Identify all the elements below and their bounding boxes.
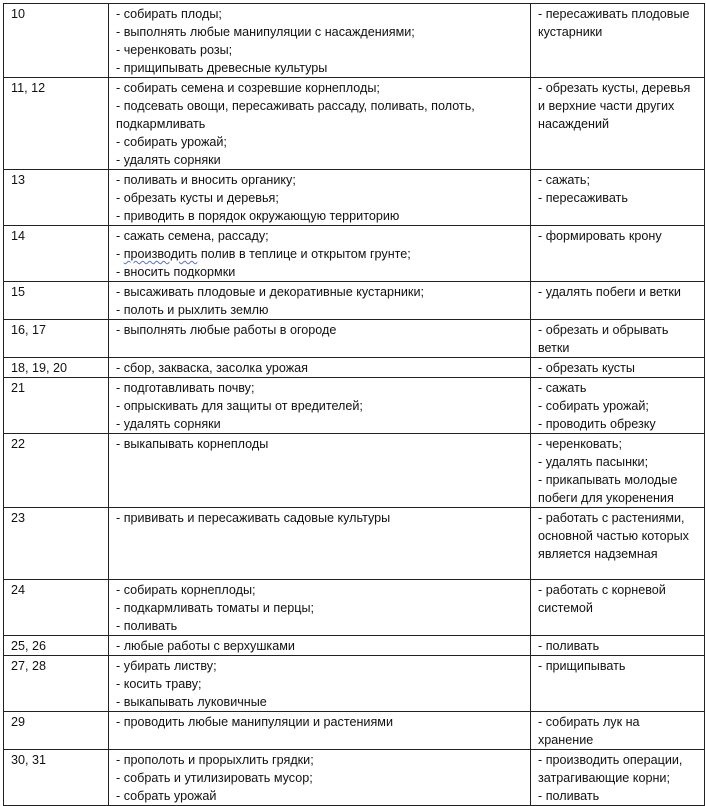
forbidden-work-item: - пересаживать плодовые кустарники bbox=[538, 7, 690, 39]
forbidden-work-item: - сажать; bbox=[538, 173, 590, 187]
allowed-work-item: - поливать и вносить органику; bbox=[116, 173, 296, 187]
allowed-work-item: - собирать семена и созревшие корнеплоды; bbox=[116, 81, 380, 95]
forbidden-work-item: - проводить обрезку bbox=[538, 417, 656, 431]
allowed-work-cell bbox=[109, 282, 531, 320]
forbidden-work-cell bbox=[531, 712, 705, 750]
days-cell bbox=[4, 170, 109, 226]
table-row bbox=[4, 4, 705, 78]
days-cell bbox=[4, 580, 109, 636]
forbidden-work-cell bbox=[531, 226, 705, 282]
days-cell bbox=[4, 78, 109, 170]
allowed-work-item: - убирать листву; bbox=[116, 659, 217, 673]
days-cell bbox=[4, 358, 109, 378]
days-cell bbox=[4, 434, 109, 508]
days-cell bbox=[4, 656, 109, 712]
forbidden-work-item: - поливать bbox=[538, 789, 600, 803]
forbidden-work-item: - формировать крону bbox=[538, 229, 662, 243]
allowed-work-item: - подсевать овощи, пересаживать рассаду, поливать, полоть, подкармливать bbox=[116, 99, 475, 131]
lunar-garden-calendar-table bbox=[3, 3, 705, 806]
forbidden-work-item: - прищипывать bbox=[538, 659, 626, 673]
forbidden-work-item: - работать с растениями, основной частью которых является надземная bbox=[538, 511, 689, 561]
allowed-work-cell bbox=[109, 750, 531, 806]
days-label: 11, 12 bbox=[11, 81, 46, 95]
allowed-work-item: - высаживать плодовые и декоративные кустарники; bbox=[116, 285, 424, 299]
allowed-work-item: - косить траву; bbox=[116, 677, 202, 691]
forbidden-work-cell bbox=[531, 320, 705, 358]
allowed-work-item: - проводить любые манипуляции и растениями bbox=[116, 715, 393, 729]
allowed-work-item: - собирать плоды; bbox=[116, 7, 222, 21]
allowed-work-item: - выкапывать луковичные bbox=[116, 695, 267, 709]
days-label: 18, 19, 20 bbox=[11, 361, 68, 375]
allowed-work-cell bbox=[109, 78, 531, 170]
days-label: 16, 17 bbox=[11, 323, 47, 337]
allowed-work-item: - поливать bbox=[116, 619, 178, 633]
days-cell bbox=[4, 320, 109, 358]
days-label: 27, 28 bbox=[11, 659, 47, 673]
spellcheck-flagged-word[interactable]: производить bbox=[123, 247, 198, 261]
allowed-work-item: - прищипывать древесные культуры bbox=[116, 61, 328, 75]
forbidden-work-cell bbox=[531, 508, 705, 580]
forbidden-work-item: - удалять побеги и ветки bbox=[538, 285, 681, 299]
forbidden-work-cell bbox=[531, 282, 705, 320]
allowed-work-item: - выкапывать корнеплоды bbox=[116, 437, 269, 451]
allowed-work-item: - любые работы с верхушками bbox=[116, 639, 295, 653]
forbidden-work-item: - удалять пасынки; bbox=[538, 455, 649, 469]
allowed-work-item: - производить полив в теплице и открытом грунте; bbox=[116, 247, 411, 261]
days-label: 25, 26 bbox=[11, 639, 47, 653]
days-cell bbox=[4, 750, 109, 806]
days-label: 30, 31 bbox=[11, 753, 47, 767]
table-row bbox=[4, 320, 705, 358]
table-row bbox=[4, 282, 705, 320]
days-label: 13 bbox=[11, 173, 26, 187]
days-cell bbox=[4, 226, 109, 282]
forbidden-work-cell bbox=[531, 636, 705, 656]
allowed-work-cell bbox=[109, 170, 531, 226]
forbidden-work-item: - пересаживать bbox=[538, 191, 628, 205]
forbidden-work-cell bbox=[531, 580, 705, 636]
forbidden-work-cell bbox=[531, 4, 705, 78]
allowed-work-cell bbox=[109, 4, 531, 78]
table-row bbox=[4, 712, 705, 750]
allowed-work-cell bbox=[109, 378, 531, 434]
allowed-work-item: - собирать корнеплоды; bbox=[116, 583, 256, 597]
table-row bbox=[4, 508, 705, 580]
days-label: 22 bbox=[11, 437, 26, 451]
allowed-work-item: - выполнять любые манипуляции с насаждениями; bbox=[116, 25, 415, 39]
forbidden-work-item: - поливать bbox=[538, 639, 600, 653]
allowed-work-item: - собрать и утилизировать мусор; bbox=[116, 771, 313, 785]
allowed-work-cell bbox=[109, 434, 531, 508]
forbidden-work-cell bbox=[531, 78, 705, 170]
forbidden-work-item: - собирать урожай; bbox=[538, 399, 649, 413]
forbidden-work-cell bbox=[531, 750, 705, 806]
table-row bbox=[4, 580, 705, 636]
allowed-work-cell bbox=[109, 226, 531, 282]
allowed-work-cell bbox=[109, 580, 531, 636]
allowed-work-cell bbox=[109, 508, 531, 580]
days-cell bbox=[4, 508, 109, 580]
allowed-work-cell bbox=[109, 358, 531, 378]
forbidden-work-item: - производить операции, затрагивающие корни; bbox=[538, 753, 683, 785]
table-row bbox=[4, 656, 705, 712]
table-row bbox=[4, 170, 705, 226]
days-cell bbox=[4, 378, 109, 434]
forbidden-work-item: - работать с корневой системой bbox=[538, 583, 666, 615]
table-row bbox=[4, 378, 705, 434]
table-row bbox=[4, 750, 705, 806]
forbidden-work-item: - обрезать кусты bbox=[538, 361, 635, 375]
forbidden-work-item: - обрезать и обрывать ветки bbox=[538, 323, 669, 355]
forbidden-work-cell bbox=[531, 378, 705, 434]
table-row bbox=[4, 434, 705, 508]
table-row bbox=[4, 358, 705, 378]
allowed-work-item: - прививать и пересаживать садовые культуры bbox=[116, 511, 391, 525]
allowed-work-item: - сажать семена, рассаду; bbox=[116, 229, 269, 243]
allowed-work-item: - подкармливать томаты и перцы; bbox=[116, 601, 314, 615]
allowed-work-cell bbox=[109, 320, 531, 358]
allowed-work-item: - обрезать кусты и деревья; bbox=[116, 191, 279, 205]
allowed-work-item: - выполнять любые работы в огороде bbox=[116, 323, 337, 337]
allowed-work-item: - собирать урожай; bbox=[116, 135, 227, 149]
days-cell bbox=[4, 4, 109, 78]
table-row bbox=[4, 636, 705, 656]
forbidden-work-cell bbox=[531, 170, 705, 226]
days-label: 14 bbox=[11, 229, 26, 243]
table-row bbox=[4, 78, 705, 170]
days-label: 29 bbox=[11, 715, 26, 729]
allowed-work-item: - сбор, закваска, засолка урожая bbox=[116, 361, 308, 375]
forbidden-work-item: - собирать лук на хранение bbox=[538, 715, 640, 747]
allowed-work-cell bbox=[109, 656, 531, 712]
allowed-work-item: - вносить подкормки bbox=[116, 265, 236, 279]
allowed-work-cell bbox=[109, 636, 531, 656]
allowed-work-item: - собрать урожай bbox=[116, 789, 217, 803]
forbidden-work-item: - черенковать; bbox=[538, 437, 622, 451]
days-label: 10 bbox=[11, 7, 26, 21]
allowed-work-cell bbox=[109, 712, 531, 750]
forbidden-work-item: - прикапывать молодые побеги для укоренения bbox=[538, 473, 678, 505]
table-body bbox=[4, 4, 705, 806]
days-label: 24 bbox=[11, 583, 26, 597]
days-cell bbox=[4, 282, 109, 320]
allowed-work-item: - подготавливать почву; bbox=[116, 381, 255, 395]
days-label: 23 bbox=[11, 511, 26, 525]
forbidden-work-cell bbox=[531, 358, 705, 378]
days-label: 21 bbox=[11, 381, 26, 395]
allowed-work-item: - приводить в порядок окружающую территорию bbox=[116, 209, 400, 223]
days-cell bbox=[4, 712, 109, 750]
days-label: 15 bbox=[11, 285, 26, 299]
forbidden-work-cell bbox=[531, 434, 705, 508]
allowed-work-item: - удалять сорняки bbox=[116, 153, 221, 167]
allowed-work-item: - опрыскивать для защиты от вредителей; bbox=[116, 399, 363, 413]
days-cell bbox=[4, 636, 109, 656]
allowed-work-item: - удалять сорняки bbox=[116, 417, 221, 431]
forbidden-work-item: - обрезать кусты, деревья и верхние части других насаждений bbox=[538, 81, 691, 131]
allowed-work-item: - полоть и рыхлить землю bbox=[116, 303, 269, 317]
forbidden-work-cell bbox=[531, 656, 705, 712]
table-row bbox=[4, 226, 705, 282]
allowed-work-item: - прополоть и прорыхлить грядки; bbox=[116, 753, 314, 767]
allowed-work-item: - черенковать розы; bbox=[116, 43, 233, 57]
forbidden-work-item: - сажать bbox=[538, 381, 587, 395]
